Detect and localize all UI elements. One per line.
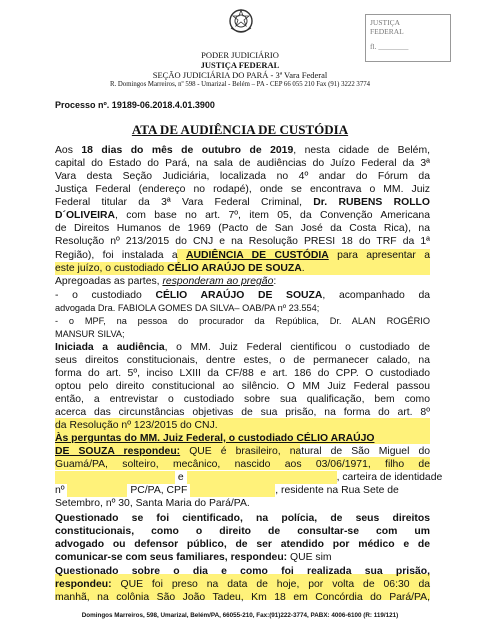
p4-line-0: Questionado se foi cientificado, na polícia, de seus direitos	[55, 513, 430, 524]
p5-line-2: manhã, na colônia São João Tadeu, Km 18 em Concórdia do Pará/PA,	[55, 592, 430, 603]
text: QUE foi preso na data de hoje, por volta de 06:30 da	[111, 579, 430, 590]
text: Federal titular da 3ª Vara Federal Criminal,	[55, 197, 314, 208]
p5-line-0: Questionado sobre o dia e como foi realizada sua prisão,	[55, 566, 430, 577]
p5-line-1	[55, 578, 430, 591]
p3-line-4	[55, 484, 430, 497]
text: este juízo, o custodiado	[55, 263, 168, 274]
respondeu-bold: DE SOUZA respondeu:	[55, 446, 181, 457]
p3-line-2: Guamá/PA, solteiro, mecânico, nascido aos 03/06/1971, filho de	[55, 459, 430, 470]
justica-federal: JUSTIÇA FEDERAL	[200, 60, 280, 70]
text: - o custodiado	[55, 290, 156, 301]
p3-line-1	[55, 445, 430, 458]
respondeu-bold: respondeu:	[55, 579, 112, 590]
p3-line-0: Às perguntas do MM. Juiz Federal, o custodiado CÉLIO ARAÚJO	[55, 433, 375, 444]
p1-line-9	[55, 262, 430, 275]
text-bold: comunicar-se com seus familiares, respondeu:	[55, 552, 288, 563]
text: , com base no art. 7º, item 05, da Convenção Americana	[115, 210, 430, 221]
redacted-field	[67, 484, 127, 497]
text: , residente na Rua Sete de	[275, 485, 399, 496]
p1-line-7: Resolução nº 213/2015 do CNJ e na Resolução PRESI 18 do TRF da 1ª	[55, 236, 430, 247]
p1-line-5	[55, 209, 430, 222]
p2-line-2: forma do art. 5º, inciso LXIII da CF/88 e art. 186 do CPP. O custodiado	[55, 368, 430, 379]
p3-line-5: Setembro, nº 30, Santa Maria do Pará/PA.	[55, 498, 250, 509]
p1-line-4	[55, 196, 430, 209]
text: para apresentar a	[328, 250, 431, 261]
audiencia-bold: AUDIÊNCIA DE CUSTÓDIA	[186, 250, 329, 261]
apregoadas	[55, 275, 430, 288]
text: e	[177, 472, 184, 483]
partes-line-3: MANSUR SILVA;	[55, 329, 125, 339]
redacted-field	[190, 484, 275, 497]
custodiado-name: CÉLIO ARAÚJO DE SOUZA	[155, 290, 323, 301]
text: , nesta cidade de Belém,	[293, 145, 430, 156]
p2-line-5: acerca das circunstâncias objetivas de sua prisão, na forma do art. 8º	[55, 407, 430, 418]
text: , o MM. Juiz Federal cientificou o custodiado de	[164, 342, 430, 353]
p4-line-3	[55, 551, 430, 564]
text: , acompanhado da	[322, 290, 431, 301]
p4-line-1: constitucionais, como o direito de consultar-se com um	[55, 526, 430, 537]
text: :	[273, 276, 277, 287]
p2-line-1: seus direitos constitucionais, dentre estes, o de permanecer calado, na	[55, 355, 430, 366]
p2-line-0	[55, 341, 430, 354]
p1-line-6: de Direitos Humanos de 1969 (Pacto de San José da Costa Rica), na	[55, 223, 430, 234]
letterhead	[0, 50, 480, 89]
p4-line-2: advogado ou defensor público, de ser atendido por médico e de	[55, 539, 430, 550]
processo-number: Processo nº. 19189-06.2018.4.01.3900	[55, 100, 215, 110]
stamp-line1: JUSTIÇA	[370, 18, 401, 27]
redacted-field	[55, 471, 175, 484]
partes-line-1: advogada Dra. FABIOLA GOMES DA SILVA– OAB/PA nº 23.554;	[55, 303, 320, 313]
partes-line-2: - o MPF, na pessoa do procurador da República, Dr. ALAN ROGÉRIO	[55, 316, 430, 326]
judge-name: Dr. RUBENS ROLLO	[313, 197, 430, 208]
stamp-line2: FEDERAL	[370, 27, 404, 36]
text: Região), foi instalada a	[55, 250, 186, 261]
p1-line-1: capital do Estado do Pará, na sala de audiências do Juízo Federal da 3ª	[55, 158, 430, 169]
p2-line-3: optou pelo direito constitucional ao silêncio. O MM Juiz Federal passou	[55, 381, 430, 392]
p1-line-3: Justiça Federal (endereço no rodapé), onde se encontrava o MM. Juiz	[55, 184, 430, 195]
pregao: responderam ao pregão	[162, 276, 274, 287]
redacted-field	[187, 471, 337, 484]
judge-surname: D´OLIVEIRA	[55, 210, 116, 221]
text: , carteira de identidade	[336, 472, 443, 483]
p1-line-0	[55, 144, 430, 157]
text: Apregoadas as partes,	[55, 276, 163, 287]
poder-judiciario: PODER JUDICIÁRIO	[201, 50, 279, 60]
coat-of-arms-icon	[228, 8, 254, 34]
custodiado-name: CÉLIO ARAÚJO DE SOUZA	[167, 263, 302, 274]
secao-judiciaria: SEÇÃO JUDICIÁRIA DO PARÁ - 3ª Vara Federal	[152, 70, 328, 80]
endereco: R. Domingos Marreiros, nº 598 - Umarizal - Belém – PA - CEP 66 055 210 Fax (91) 3222 3774	[109, 81, 371, 88]
date-bold: 18 dias do mês de outubro de 2019	[81, 145, 294, 156]
page-title: ATA DE AUDIÊNCIA DE CUSTÓDIA	[131, 122, 349, 137]
text: .	[301, 263, 305, 274]
p3-line-3	[55, 471, 443, 484]
p1-line-8	[55, 249, 430, 262]
text: PC/PA, CPF	[130, 485, 188, 496]
p2-line-6: da Resolução nº 123/2015 do CNJ.	[55, 420, 218, 431]
text: QUE sim	[287, 552, 332, 563]
text: Aos	[55, 145, 82, 156]
text: nº	[55, 485, 65, 496]
footer-address: Domingos Marreiros, 598, Umarizal, Belém/PA, 66055-210, Fax:(91)222-3774, PABX: 4006-6100 (R: 119/121)	[81, 612, 399, 619]
p2-line-4: então, a entrevistar o custodiado sobre sua qualificação, bem como	[55, 394, 430, 405]
iniciada-bold: Iniciada a audiência	[55, 342, 165, 353]
stamp-line3: fl. ________	[370, 42, 409, 51]
partes-line-0	[55, 289, 430, 302]
text: QUE é brasileiro, natural de São Miguel do	[180, 446, 431, 457]
p1-line-2: Vara desta Seção Judiciária, localizada no 4º andar do Fórum da	[55, 171, 430, 182]
